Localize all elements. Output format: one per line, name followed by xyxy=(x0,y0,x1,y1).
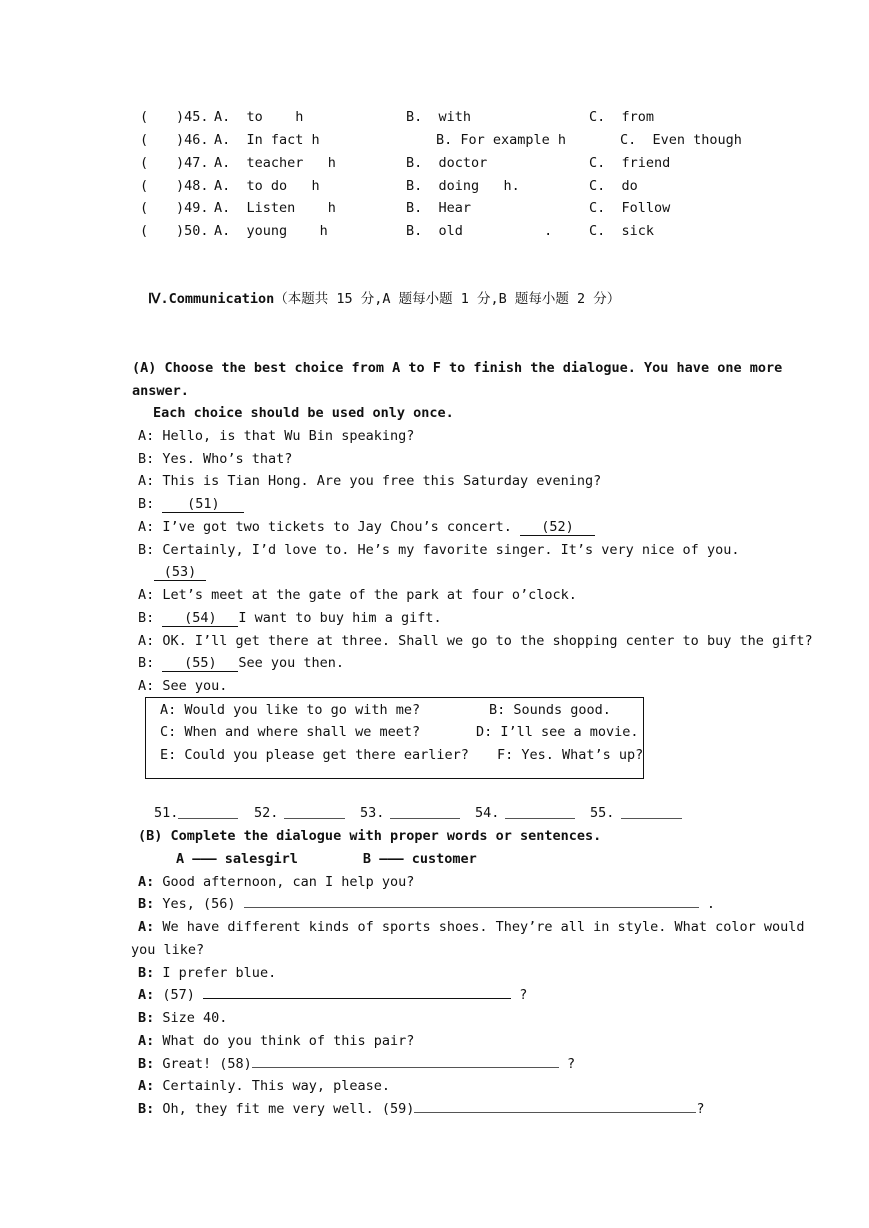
question-number: )48. xyxy=(176,178,209,194)
speaker: A: xyxy=(138,1078,155,1094)
option-b: B. doing h. xyxy=(406,178,520,194)
speaker: B: xyxy=(138,496,163,512)
dialogue-line xyxy=(138,986,527,1004)
line-text: What do you think of this pair? xyxy=(162,1033,415,1049)
option-a: A. In fact h xyxy=(214,132,320,148)
answer-blank-53[interactable] xyxy=(390,804,460,819)
speaker: A: xyxy=(138,874,155,890)
part-a-instruction-cont: answer. xyxy=(132,383,189,399)
punct: ? xyxy=(696,1101,705,1117)
punct: . xyxy=(706,896,715,912)
answer-label-54: 54. xyxy=(475,805,500,821)
speaker: B: xyxy=(138,1010,155,1026)
speaker: A: xyxy=(138,919,155,935)
line-text: Good afternoon, can I help you? xyxy=(162,874,415,890)
option-f-text: F: Yes. What’s up? xyxy=(497,747,644,763)
line-text: Size 40. xyxy=(162,1010,228,1026)
line-text: Yes, (56) xyxy=(162,896,236,912)
option-a: A. to h xyxy=(214,109,304,125)
dialogue-line xyxy=(138,1055,575,1073)
dialogue-line: A: This is Tian Hong. Are you free this Saturday evening? xyxy=(138,473,602,489)
blank-52[interactable]: (52) xyxy=(520,519,595,536)
question-number: )47. xyxy=(176,155,209,171)
option-e-text: E: Could you please get there earlier? xyxy=(160,747,469,763)
line-text: A: I’ve got two tickets to Jay Chou’s concert. xyxy=(138,519,521,535)
dialogue-line xyxy=(138,654,344,672)
speaker: B: xyxy=(138,1101,155,1117)
speaker: B: xyxy=(138,610,163,626)
dialogue-line: B: Certainly, I’d love to. He’s my favorite singer. It’s very nice of you. xyxy=(138,542,740,558)
option-c: C. Follow xyxy=(589,200,671,216)
question-number: )45. xyxy=(176,109,209,125)
option-b: B. with xyxy=(406,109,472,125)
dialogue-line xyxy=(138,1077,390,1095)
punct: ? xyxy=(519,987,528,1003)
dialogue-line xyxy=(138,518,595,536)
paren: ( xyxy=(140,132,149,148)
option-c: C. sick xyxy=(589,223,655,239)
speaker: B: xyxy=(138,965,155,981)
line-text: See you then. xyxy=(238,655,345,671)
speaker: B: xyxy=(138,896,155,912)
line-text: I want to buy him a gift. xyxy=(238,610,442,626)
dialogue-line xyxy=(138,873,414,891)
line-text: We have different kinds of sports shoes. They’re all in style. What color would xyxy=(162,919,805,935)
option-b: B. Hear xyxy=(406,200,472,216)
dialogue-line xyxy=(138,895,715,913)
part-b-roles: A ——— salesgirl B ——— customer xyxy=(176,851,477,867)
dialogue-line: A: OK. I’ll get there at three. Shall we go to the shopping center to buy the gift? xyxy=(138,633,813,649)
answer-blank-51[interactable] xyxy=(178,804,238,819)
speaker: B: xyxy=(138,655,163,671)
blank-59[interactable] xyxy=(414,1100,696,1113)
line-text: Certainly. This way, please. xyxy=(162,1078,390,1094)
dialogue-line-cont: you like? xyxy=(131,942,205,958)
option-c-text: C: When and where shall we meet? xyxy=(160,724,421,740)
option-b: B. doctor xyxy=(406,155,488,171)
blank-56[interactable] xyxy=(244,895,699,908)
option-a-text: A: Would you like to go with me? xyxy=(160,702,421,718)
option-c: C. do xyxy=(589,178,638,194)
blank-51[interactable]: (51) xyxy=(162,496,244,513)
question-number: )46. xyxy=(176,132,209,148)
answer-label-52: 52. xyxy=(254,805,279,821)
paren: ( xyxy=(140,109,149,125)
dialogue-line: A: Hello, is that Wu Bin speaking? xyxy=(138,428,415,444)
line-text: Great! (58) xyxy=(162,1056,252,1072)
option-c: C. from xyxy=(589,109,655,125)
paren: ( xyxy=(140,223,149,239)
blank-58[interactable] xyxy=(252,1055,559,1068)
speaker: B: xyxy=(138,1056,155,1072)
line-text: (57) xyxy=(162,987,195,1003)
option-c: C. friend xyxy=(589,155,671,171)
paren: ( xyxy=(140,200,149,216)
paren: ( xyxy=(140,155,149,171)
part-b-instruction: (B) Complete the dialogue with proper words or sentences. xyxy=(138,828,602,844)
blank-55[interactable]: (55) xyxy=(162,655,238,672)
answer-blank-54[interactable] xyxy=(505,804,575,819)
speaker: A: xyxy=(138,1033,155,1049)
section-title: Ⅳ.Communication xyxy=(148,291,275,307)
dialogue-line xyxy=(138,918,805,936)
option-b-text: B: Sounds good. xyxy=(489,702,611,718)
option-a: A. young h xyxy=(214,223,328,239)
answer-label-55: 55. xyxy=(590,805,615,821)
option-d-text: D: I’ll see a movie. xyxy=(476,724,639,740)
line-text: I prefer blue. xyxy=(162,965,277,981)
option-a: A. to do h xyxy=(214,178,320,194)
option-b: B. For example h xyxy=(436,132,567,148)
part-a-instruction-note: Each choice should be used only once. xyxy=(153,405,454,421)
dialogue-line xyxy=(138,609,442,627)
question-number: )49. xyxy=(176,200,209,216)
answer-blank-52[interactable] xyxy=(284,804,345,819)
dialogue-line xyxy=(138,964,276,982)
section-score-note: （本题共 15 分,A 题每小题 1 分,B 题每小题 2 分） xyxy=(274,291,621,307)
answer-label-51: 51. xyxy=(154,805,179,821)
line-text: Oh, they fit me very well. (59) xyxy=(162,1101,415,1117)
option-c: C. Even though xyxy=(620,132,742,148)
blank-54[interactable]: (54) xyxy=(162,610,238,627)
blank-57[interactable] xyxy=(203,986,511,999)
section-heading xyxy=(148,290,620,308)
answer-label-53: 53. xyxy=(360,805,385,821)
question-number: )50. xyxy=(176,223,209,239)
dialogue-line: B: Yes. Who’s that? xyxy=(138,451,293,467)
dialogue-line xyxy=(138,1009,227,1027)
dialogue-line: A: Let’s meet at the gate of the park at four o’clock. xyxy=(138,587,577,603)
speaker: A: xyxy=(138,987,155,1003)
option-a: A. Listen h xyxy=(214,200,336,216)
paren: ( xyxy=(140,178,149,194)
dialogue-line xyxy=(138,495,244,513)
part-a-instruction: (A) Choose the best choice from A to F to finish the dialogue. You have one more xyxy=(132,360,783,376)
dialogue-line xyxy=(138,1032,414,1050)
dialogue-line: A: See you. xyxy=(138,678,228,694)
blank-53[interactable]: (53) xyxy=(154,564,206,581)
dialogue-line xyxy=(138,1100,705,1118)
punct: ? xyxy=(566,1056,576,1072)
option-b: B. old . xyxy=(406,223,553,239)
answer-blank-55[interactable] xyxy=(621,804,682,819)
option-a: A. teacher h xyxy=(214,155,336,171)
dialogue-line xyxy=(154,563,206,581)
